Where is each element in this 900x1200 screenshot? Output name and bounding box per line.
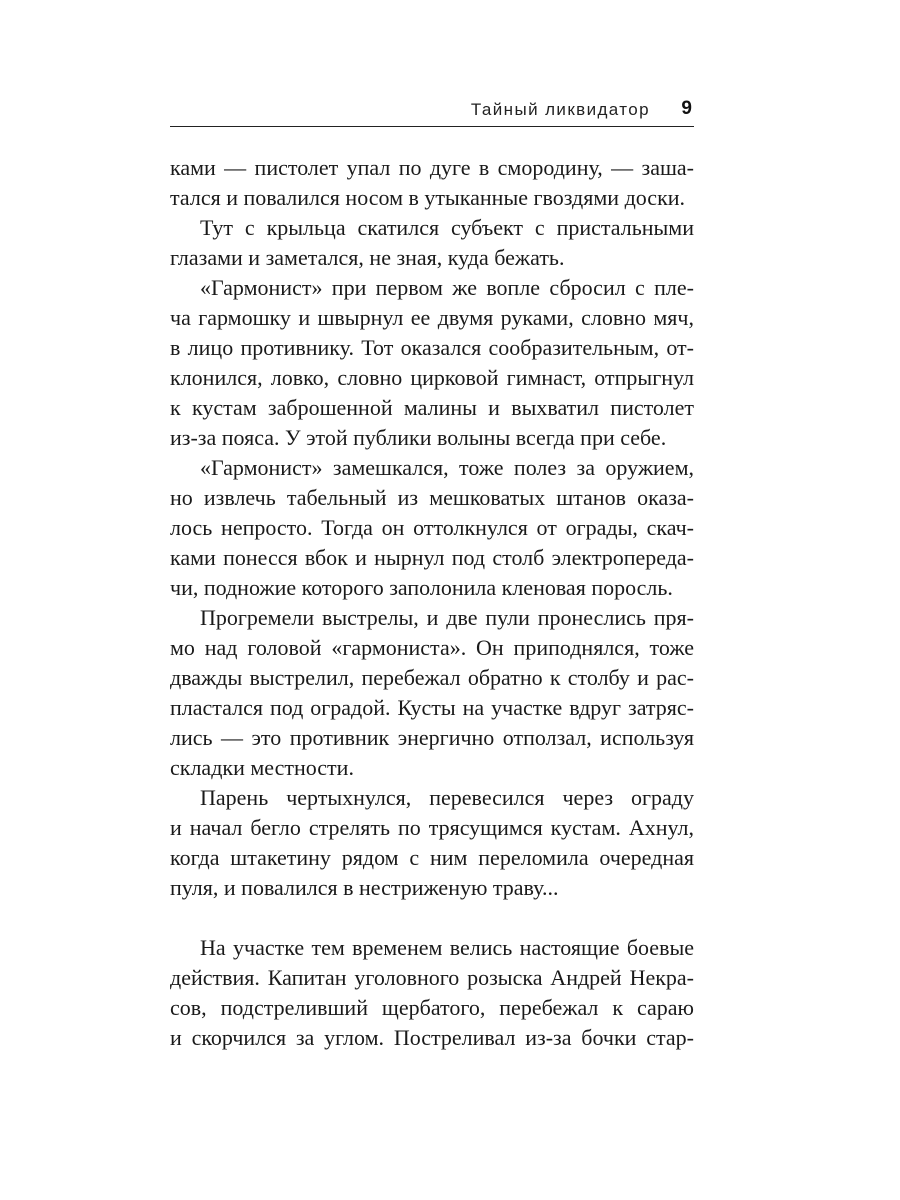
text-line: пластался под оградой. Кусты на участке вдруг затряс- [170,695,694,720]
text-line: и начал бегло стрелять по трясущимся кустам. Ахнул, [170,815,694,840]
text-line: и скорчился за углом. Постреливал из-за бочки стар- [170,1025,694,1050]
text-line: действия. Капитан уголовного розыска Андрей Некра- [170,965,694,990]
text-line: но извлечь табельный из мешковатых штанов оказа- [170,485,694,510]
paragraph [170,453,694,603]
text-line: тался и повалился носом в утыканные гвоздями доски. [170,185,686,210]
text-line: ча гармошку и швырнул ее двумя руками, словно мяч, [170,305,694,330]
text-line: глазами и заметался, не зная, куда бежать. [170,245,565,270]
text-line: чи, подножие которого заполонила кленовая поросль. [170,575,673,600]
paragraph [170,213,694,273]
running-header [170,100,694,127]
section-break [170,903,694,933]
text-line: Парень чертыхнулся, перевесился через ограду [200,785,694,810]
paragraph [170,153,694,213]
paragraph [170,783,694,903]
text-line: Прогремели выстрелы, и две пули пронеслись пря- [200,605,694,630]
text-line: ками понесся вбок и нырнул под столб электропереда- [170,545,694,570]
text-line: На участке тем временем велись настоящие боевые [200,935,694,960]
text-line: из-за пояса. У этой публики волыны всегда при себе. [170,425,667,450]
text-line: «Гармонист» при первом же вопле сбросил с пле- [200,275,694,300]
text-line: когда штакетину рядом с ним переломила очередная [170,845,694,870]
body-text [170,153,694,1053]
paragraph [170,933,694,1053]
paragraph [170,273,694,453]
paragraph [170,603,694,783]
page-number: 9 [681,98,692,119]
text-line: клонился, ловко, словно цирковой гимнаст, отпрыгнул [170,365,694,390]
text-line: пуля, и повалился в нестриженую траву... [170,875,559,900]
text-line: дважды выстрелил, перебежал обратно к столбу и рас- [170,665,694,690]
text-line: «Гармонист» замешкался, тоже полез за оружием, [200,455,694,480]
text-line: сов, подстреливший щербатого, перебежал к сараю [170,995,694,1020]
text-line: мо над головой «гармониста». Он приподнялся, тоже [170,635,694,660]
text-line: в лицо противнику. Тот оказался сообразительным, от- [170,335,694,360]
text-line: лось непросто. Тогда он оттолкнулся от ограды, скач- [170,515,694,540]
text-line: Тут с крыльца скатился субъект с пристальными [200,215,694,240]
text-line: лись — это противник энергично отползал, используя [170,725,694,750]
text-line: к кустам заброшенной малины и выхватил пистолет [170,395,694,420]
running-title: Тайный ликвидатор [470,100,650,119]
text-line: складки местности. [170,755,354,780]
text-line: ками — пистолет упал по дуге в смородину, — заша- [170,155,694,180]
